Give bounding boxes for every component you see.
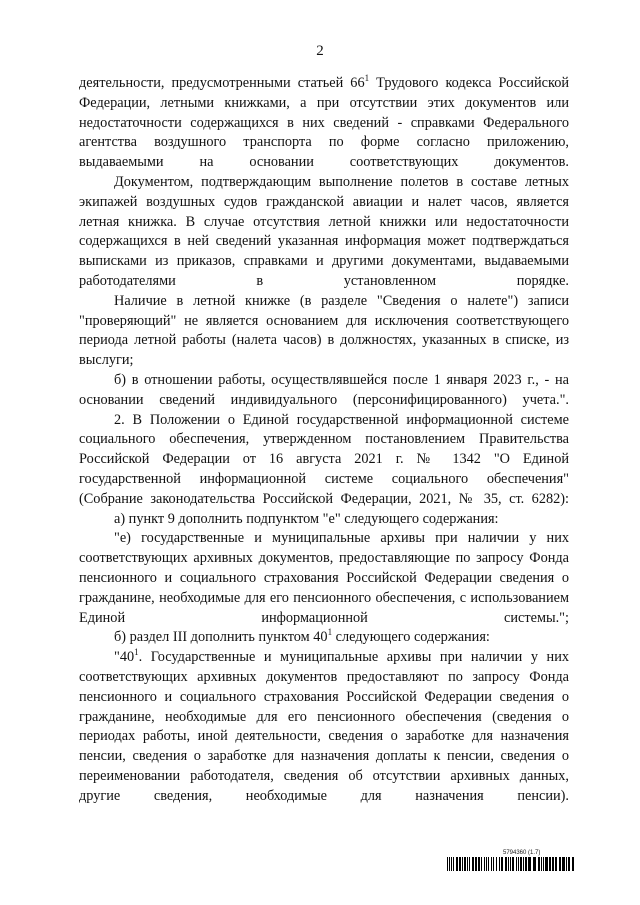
paragraph-6: а) пункт 9 дополнить подпунктом "е" следующего содержания: bbox=[114, 510, 499, 527]
superscript: 1 bbox=[134, 647, 139, 658]
document-body bbox=[79, 74, 569, 806]
superscript: 1 bbox=[364, 73, 370, 83]
barcode-block bbox=[447, 850, 575, 871]
barcode-caption: 5794360 (1.7) bbox=[503, 850, 541, 856]
paragraph-4: б) в отношении работы, осуществлявшейся после 1 января 2023 г., - на основании сведений индивидуального (персонифицированного) учета.". bbox=[79, 371, 569, 408]
paragraph-7: "е) государственные и муниципальные архивы при наличии у них соответствующих архивных документов, предоставляющие по запросу Фонда пенсионного и социального страхования Российской Федерации сведения о гражданине, необходимые для его пенсионного обеспечения, с использованием Единой информационной системы."; bbox=[79, 530, 569, 626]
superscript: 1 bbox=[327, 627, 333, 638]
paragraph-3: Наличие в летной книжке (в разделе "Сведения о налете") записи "проверяющий" не является основанием для исключения соответствующего периода летной работы (налета часов) в должностях, указанных в списке, из выслуги; bbox=[79, 292, 569, 369]
barcode-icon bbox=[447, 857, 575, 871]
paragraph-9: "$40^1$. Государственные и муниципальные архивы при наличии у них соответствующих архивных документов предоставляют по запросу Фонда пенсионного и социального страхования Российской Федерации сведения о гражданине, необходимые для его пенсионного обеспечения (сведения о периодах работы, иной деятельности, сведения о заработке для назначения пенсии, сведения о заработке для назначения доплаты к пенсии, сведения о переименовании работодателя, сведения об отсутствии архивных данных, другие сведения, необходимые для назначения пенсии). bbox=[79, 647, 569, 804]
paragraph-1: деятельности, предусмотренными статьей $66^1$ Трудового кодекса Российской Федерации, летными книжками, а при отсутствии этих документов или недостаточности содержащихся в них сведений - справками Федерального агентства воздушного транспорта по форме согласно приложению, выдаваемыми на основании соответствующих документов. bbox=[79, 73, 569, 171]
page-number: 2 bbox=[316, 43, 324, 59]
paragraph-2: Документом, подтверждающим выполнение полетов в составе летных экипажей воздушных судов гражданской авиации и налет часов, является летная книжка. В случае отсутствия летной книжки или недостаточности содержащихся в ней сведений указанная информация может подтверждаться выписками из приказов, справками и другими документами, выдаваемыми работодателями в установленном порядке. bbox=[79, 173, 569, 289]
paragraph-5: 2. В Положении о Единой государственной информационной системе социального обеспечения, утвержденном постановлением Правительства Российской Федерации от 16 августа 2021 г. № 1342 "О Единой государственной информационной системе социального обеспечения" (Собрание законодательства Российской Федерации, 2021, № 35, ст. 6282): bbox=[79, 411, 569, 507]
paragraph-8: б) раздел III дополнить пунктом $40^1$ следующего содержания: bbox=[114, 627, 490, 646]
